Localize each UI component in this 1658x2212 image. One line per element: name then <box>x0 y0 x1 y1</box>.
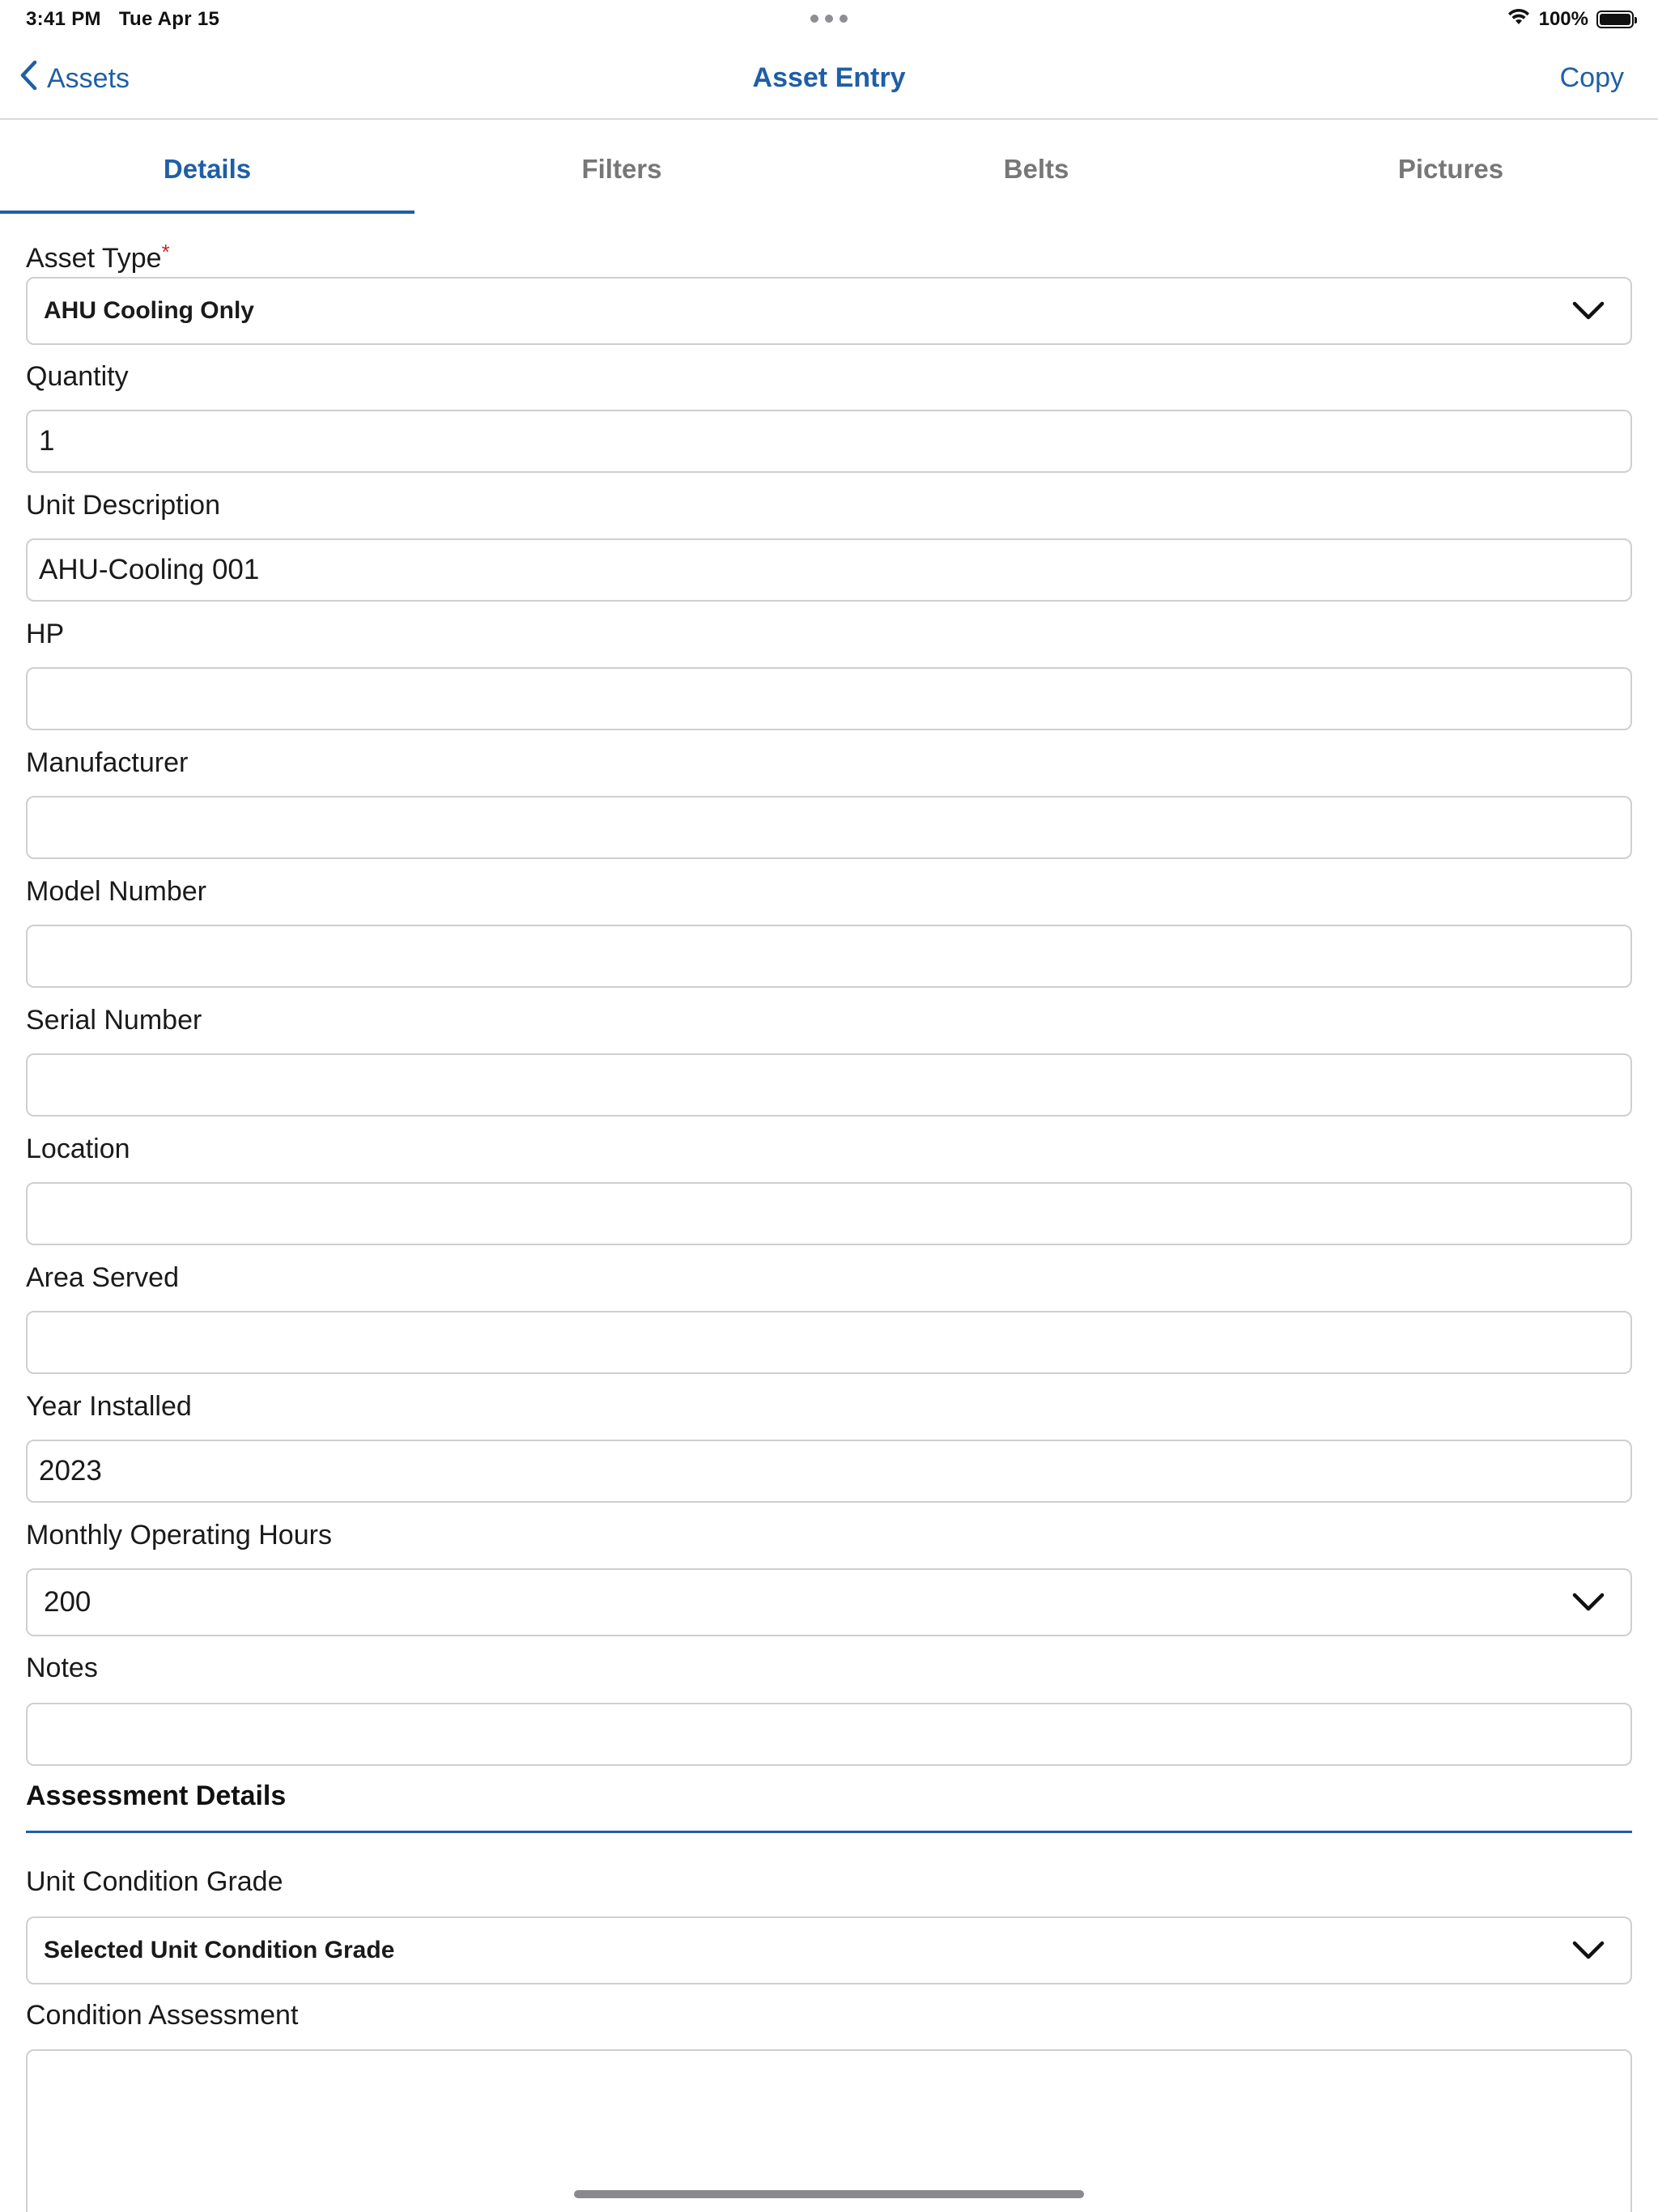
tab-belts[interactable]: Belts <box>1003 154 1069 184</box>
battery-percent: 100% <box>1538 7 1588 30</box>
battery-fill <box>1600 14 1630 25</box>
copy-button[interactable]: Copy <box>1559 62 1624 93</box>
unit-condition-grade-value: Selected Unit Condition Grade <box>44 1937 395 1963</box>
asset-type-label: Asset Type* <box>26 240 170 274</box>
wifi-icon <box>1507 6 1531 32</box>
unit-condition-grade-label: Unit Condition Grade <box>26 1866 283 1897</box>
status-date: Tue Apr 15 <box>118 8 220 30</box>
required-mark: * <box>161 240 170 264</box>
unit-condition-grade-picker[interactable] <box>26 1916 1632 1984</box>
quantity-label: Quantity <box>26 361 129 392</box>
battery-icon <box>1596 11 1634 28</box>
back-button-label: Assets <box>47 63 130 94</box>
model-number-input[interactable] <box>26 925 1632 988</box>
navigation-bar <box>0 39 1658 120</box>
monthly-operating-hours-label: Monthly Operating Hours <box>26 1520 332 1551</box>
section-divider <box>26 1831 1632 1833</box>
serial-number-input[interactable] <box>26 1053 1632 1117</box>
unit-description-label: Unit Description <box>26 490 220 521</box>
year-installed-label: Year Installed <box>26 1391 192 1422</box>
area-served-input[interactable] <box>26 1311 1632 1374</box>
chevron-down-icon <box>1571 1933 1606 1968</box>
notes-label: Notes <box>26 1653 98 1683</box>
tab-filters[interactable]: Filters <box>581 154 662 184</box>
chevron-left-icon <box>19 60 37 98</box>
condition-assessment-label: Condition Assessment <box>26 2000 299 2031</box>
condition-assessment-textarea[interactable] <box>26 2049 1632 2212</box>
area-served-label: Area Served <box>26 1262 179 1293</box>
multitasking-dots-icon[interactable] <box>810 15 848 23</box>
location-input[interactable] <box>26 1182 1632 1245</box>
tab-details[interactable]: Details <box>0 120 414 214</box>
year-installed-input[interactable] <box>26 1440 1632 1503</box>
hp-label: HP <box>26 619 65 649</box>
chevron-down-icon <box>1571 1585 1606 1620</box>
monthly-operating-hours-picker[interactable] <box>26 1568 1632 1636</box>
manufacturer-label: Manufacturer <box>26 747 189 778</box>
page-title: Asset Entry <box>752 62 906 93</box>
serial-number-label: Serial Number <box>26 1005 202 1036</box>
location-label: Location <box>26 1134 130 1164</box>
monthly-operating-hours-value: 200 <box>44 1586 91 1618</box>
assessment-details-heading: Assessment Details <box>26 1780 287 1811</box>
asset-type-picker[interactable] <box>26 277 1632 345</box>
status-time: 3:41 PM <box>26 8 101 30</box>
model-number-label: Model Number <box>26 876 206 907</box>
unit-description-input[interactable] <box>26 538 1632 602</box>
quantity-input[interactable] <box>26 410 1632 473</box>
tab-pictures[interactable]: Pictures <box>1397 154 1504 184</box>
manufacturer-input[interactable] <box>26 796 1632 859</box>
back-button[interactable] <box>19 60 130 98</box>
asset-type-value: AHU Cooling Only <box>44 297 254 324</box>
notes-input[interactable] <box>26 1703 1632 1766</box>
status-clock <box>26 8 219 31</box>
chevron-down-icon <box>1571 293 1606 329</box>
home-indicator[interactable] <box>574 2190 1084 2198</box>
status-indicators <box>1507 6 1634 32</box>
status-bar <box>0 0 1658 39</box>
tab-bar <box>0 120 1658 214</box>
hp-input[interactable] <box>26 667 1632 730</box>
